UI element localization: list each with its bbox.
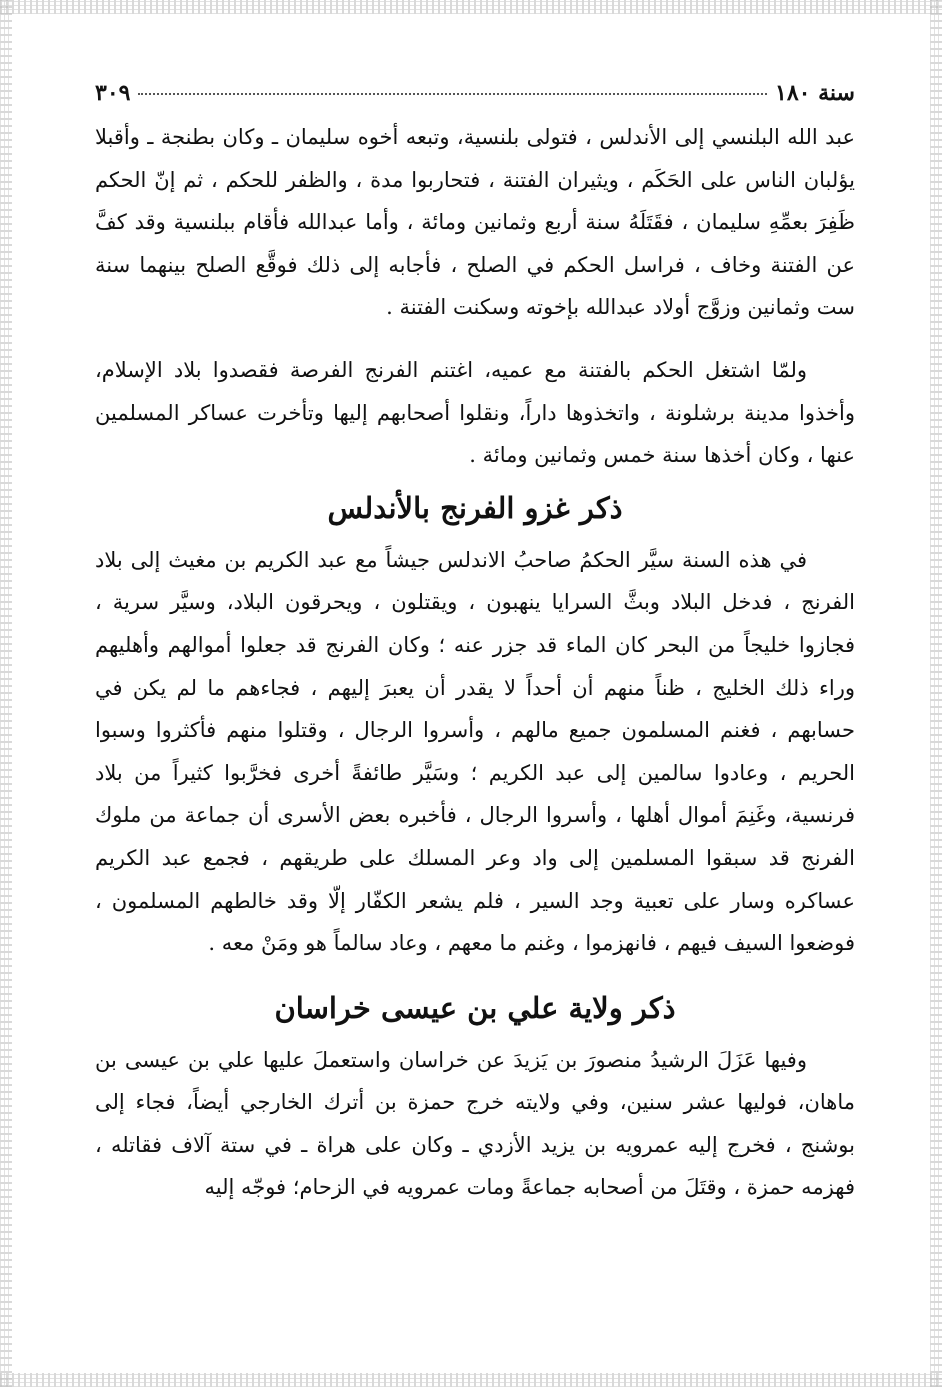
book-page — [95, 80, 855, 1209]
section-paragraph: وفيها عَزَلَ الرشيدُ منصورَ بن يَزيدَ عن خراسان واستعملَ عليها علي بن عيسى بن ماهان، فوليها عشر سنين، وفي ولايته خرج حمزة بن أترك الخارجي أيضاً، فجاء إلى بوشنج ، فخرج إليه عمرويه بن يزيد الأزدي ـ وكان على هراة ـ في ستة آلاف فقاتله ، فهزمه حمزة ، وقتَلَ من أصحابه جماعةً ومات عمرويه في الزحام؛ فوجّه إليه — [95, 1047, 855, 1200]
chapter-year: سنة ١٨٠ — [775, 80, 855, 106]
running-header — [95, 80, 855, 116]
page-border-left — [0, 0, 12, 1387]
page-border-bottom — [0, 1373, 942, 1387]
paragraph-gap — [95, 329, 855, 349]
header-dotted-rule — [138, 93, 767, 95]
section-paragraph: في هذه السنة سيَّر الحكمُ صاحبُ الاندلس جيشاً مع عبد الكريم بن مغيث إلى بلاد الفرنج ، فدخل البلاد وبثَّ السرايا ينهبون ، ويقتلون ، ويحرقون البلاد، وسيَّر سرية ، فجازوا خليجاً من البحر كان الماء قد جزر عنه ؛ وكان الفرنج قد جعلوا أموالهم وأهليهم وراء ذلك الخليج ، ظناً منهم أن أحداً لا يقدر أن يعبرَ إليهم ، فجاءهم ما لم يكن في حسابهم ، فغنم المسلمون جميع مالهم ، وأسروا الرجال ، وقتلوا منهم فأكثروا وسبوا الحريم ، وعادوا سالمين إلى عبد الكريم ؛ وسَيَّر طائفةً أخرى فخرَّبوا كثيراً من بلاد فرنسية، وغَنِمَ أموال أهلها ، وأسروا الرجال ، فأخبره بعض الأسرى أن جماعة من ملوك الفرنج قد سبقوا المسلمين إلى واد وعر المسلك على طريقهم ، فجمع عبد الكريم عساكره وسار على تعبية وجد السير ، فلم يشعر الكفّار إلّا وقد خالطهم المسلمون ، فوضعوا السيف فيهم ، فانهزموا ، وغنم ما معهم ، وعاد سالماً هو ومَنْ معه . — [95, 547, 855, 956]
section-heading: ذكر ولاية علي بن عيسى خراسان — [274, 990, 676, 1025]
page-number: ٣٠٩ — [95, 80, 131, 106]
page-border-top — [0, 0, 942, 14]
page-border-right — [930, 0, 942, 1387]
paragraph-continued: عبد الله البلنسي إلى الأندلس ، فتولى بلنسية، وتبعه أخوه سليمان ـ وكان بطنجة ـ وأقبلا يؤلبان الناس على الحَكَم ، ويثيران الفتنة ، فتحاربوا مدة ، والظفر للحكم ، ثم إنّ الحكم ظَفِرَ بعمِّهِ سليمان ، فقَتَلَهُ سنة أربع وثمانين ومائة ، وأما عبدالله فأقام ببلنسية وقد كفَّ عن الفتنة وخاف ، فراسل الحكم في الصلح ، فأجابه إلى ذلك فوقَّع الصلح بينهما سنة ست وثمانين وزوَّج أولاد عبدالله بإخوته وسكنت الفتنة . — [95, 125, 855, 320]
section-heading: ذكر غزو الفرنج بالأندلس — [327, 490, 623, 525]
paragraph: ولمّا اشتغل الحكم بالفتنة مع عميه، اغتنم الفرنج الفرصة فقصدوا بلاد الإسلام، وأخذوا مدينة برشلونة ، واتخذوها داراً، ونقلوا أصحابهم إليها وتأخرت عساكر المسلمين عنها ، وكان أخذها سنة خمس وثمانين ومائة . — [95, 357, 855, 468]
